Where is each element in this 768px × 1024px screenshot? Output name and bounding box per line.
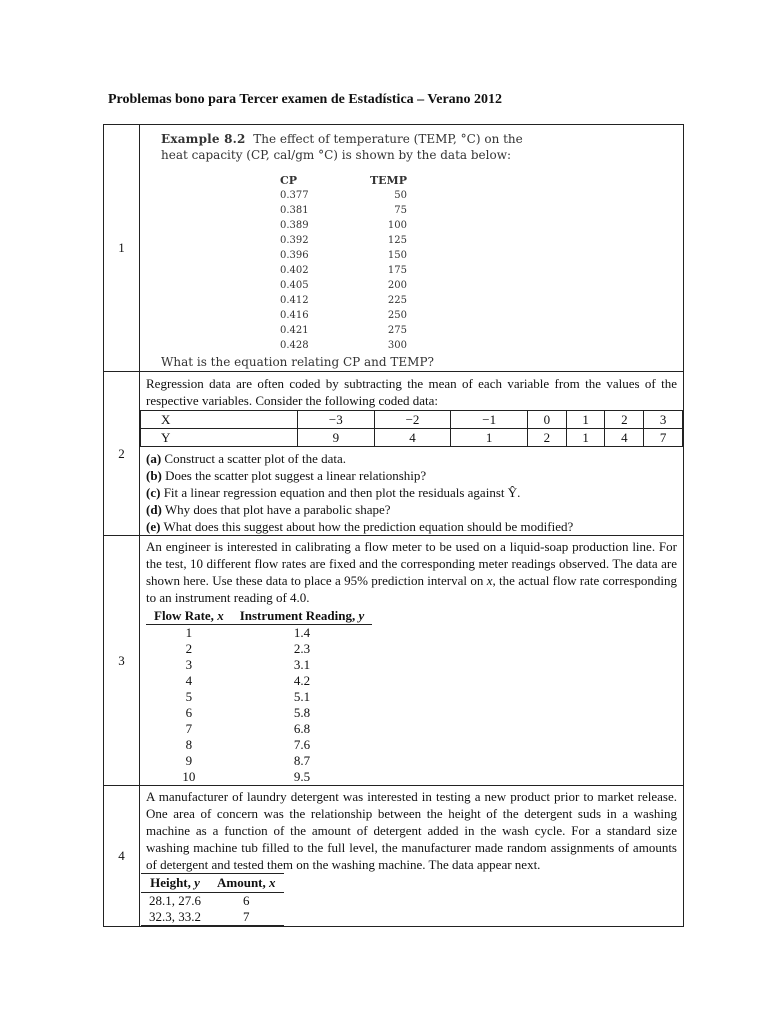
reading-value: 1.4	[293, 625, 311, 640]
example-label: Example 8.2	[161, 132, 246, 146]
flow-rate-value: 4	[185, 673, 193, 688]
y-value: 4	[605, 429, 644, 447]
page-title: Problemas bono para Tercer examen de Estadística – Verano 2012	[108, 92, 502, 107]
reading-value: 5.8	[293, 705, 311, 720]
height-value: 32.3, 33.2	[141, 909, 209, 926]
y-value: 1	[566, 429, 605, 447]
reading-value: 5.1	[293, 689, 311, 704]
problem-number: 2	[104, 372, 140, 536]
problem-number: 1	[104, 125, 140, 372]
problem-body	[140, 786, 684, 927]
y-value: 4	[374, 429, 451, 447]
flow-row	[146, 641, 372, 657]
question-part	[146, 501, 677, 518]
cp-value: 0.428	[280, 340, 309, 351]
x-value: 3	[644, 411, 683, 429]
temp-value: 150	[387, 250, 407, 261]
cp-value: 0.405	[280, 280, 309, 291]
temp-value: 300	[387, 340, 407, 351]
cp-value: 0.416	[280, 310, 309, 321]
cp-value: 0.396	[280, 250, 309, 261]
flow-row	[146, 769, 372, 785]
flow-rate-value: 8	[185, 737, 193, 752]
coded-data-table	[140, 410, 683, 447]
problem-3-intro	[140, 536, 683, 608]
x-value: 2	[605, 411, 644, 429]
x-value: −3	[297, 411, 374, 429]
y-value: 7	[644, 429, 683, 447]
cp-value: 0.412	[280, 295, 309, 306]
example-intro	[161, 131, 683, 163]
x-label: X	[141, 411, 298, 429]
problem-number: 4	[104, 786, 140, 927]
temp-value: 50	[394, 190, 407, 201]
question-part	[146, 450, 677, 467]
problem-4-intro: A manufacturer of laundry detergent was interested in testing a new product prior to market release. One area of concern was the relationship between the height of the detergent suds in a washing machine as a function of the amount of detergent added in the wash cycle. For a standard size washing machine tub filled to the full level, the manufacturer made random assignments of amounts of detergent and tested them on the washing machine. The data appear next.	[146, 789, 677, 872]
problem-number: 3	[104, 536, 140, 786]
problem-body	[140, 372, 684, 536]
flow-rate-value: 6	[185, 705, 193, 720]
temp-value: 200	[387, 280, 407, 291]
flow-rate-value: 10	[182, 769, 196, 784]
y-row	[141, 429, 683, 447]
flow-rate-table	[146, 608, 372, 785]
flow-row	[146, 673, 372, 689]
height-header: Height, y	[141, 874, 209, 893]
part-tag: (d)	[146, 502, 162, 517]
flow-row	[146, 737, 372, 753]
problem-row-4	[104, 786, 684, 927]
problem-3-text: An engineer is interested in calibrating a flow meter to be used on a liquid-soap production line. For the test, 10 different flow rates are fixed and the corresponding meter readings observed. The data are shown here. Use these data to place a 95% prediction interval on x, the actual flow rate corresponding to an instrument reading of 4.0.	[146, 539, 677, 605]
flow-rate-value: 2	[185, 641, 193, 656]
part-text: Construct a scatter plot of the data.	[161, 451, 347, 466]
flow-rate-value: 7	[185, 721, 193, 736]
flow-rate-value: 5	[185, 689, 193, 704]
question-part	[146, 484, 677, 501]
amount-value: 7	[209, 909, 284, 926]
part-tag: (c)	[146, 485, 161, 500]
cp-value: 0.402	[280, 265, 309, 276]
cp-value: 0.421	[280, 325, 309, 336]
temp-value: 225	[387, 295, 407, 306]
reading-value: 8.7	[293, 753, 311, 768]
flow-rate-value: 9	[185, 753, 193, 768]
height-value: 28.1, 27.6	[149, 893, 201, 908]
flow-row	[146, 625, 372, 642]
x-value: −1	[451, 411, 528, 429]
temp-value: 100	[387, 220, 407, 231]
amount-header: Amount, x	[209, 874, 284, 893]
cp-value: 0.389	[280, 220, 309, 231]
example-scan	[140, 125, 683, 371]
y-value: 2	[528, 429, 567, 447]
problem-2-parts	[140, 447, 683, 535]
x-value: 0	[528, 411, 567, 429]
example-question: What is the equation relating CP and TEMP?	[161, 355, 434, 369]
part-text: Does the scatter plot suggest a linear relationship?	[161, 468, 427, 483]
detergent-table	[141, 873, 284, 926]
reading-value: 9.5	[293, 769, 311, 784]
y-value: 1	[451, 429, 528, 447]
temp-column	[365, 173, 407, 353]
problem-row-1	[104, 125, 684, 372]
problem-body	[140, 125, 684, 372]
y-label: Y	[141, 429, 298, 447]
reading-value: 7.6	[293, 737, 311, 752]
temp-value: 250	[387, 310, 407, 321]
cp-value: 0.381	[280, 205, 309, 216]
cp-value: 0.377	[280, 190, 309, 201]
part-tag: (e)	[146, 519, 161, 534]
part-tag: (a)	[146, 451, 162, 466]
problems-table	[103, 124, 684, 927]
x-value: −2	[374, 411, 451, 429]
problem-row-2	[104, 372, 684, 536]
flow-row	[146, 721, 372, 737]
x-row	[141, 411, 683, 429]
x-value: 1	[566, 411, 605, 429]
flow-rate-value: 3	[185, 657, 193, 672]
problem-2-intro: Regression data are often coded by subtracting the mean of each variable from the values of the respective variables. Consider the following coded data:	[146, 376, 677, 408]
flow-row	[146, 753, 372, 769]
cp-value: 0.392	[280, 235, 309, 246]
temp-value: 75	[394, 205, 407, 216]
part-text: Fit a linear regression equation and then plot the residuals against Ŷ.	[160, 485, 521, 500]
flow-rate-header: Flow Rate, x	[146, 608, 232, 625]
temp-header: TEMP	[369, 174, 407, 187]
y-value: 9	[297, 429, 374, 447]
reading-value: 3.1	[293, 657, 311, 672]
flow-row	[146, 689, 372, 705]
intro-line-1: The effect of temperature (TEMP, °C) on the	[253, 132, 523, 146]
part-tag: (b)	[146, 468, 162, 483]
instrument-reading-header: Instrument Reading, y	[232, 608, 373, 625]
detergent-header-row	[141, 874, 284, 893]
flow-row	[146, 657, 372, 673]
reading-value: 2.3	[293, 641, 311, 656]
detergent-row	[141, 893, 284, 910]
problem-row-3	[104, 536, 684, 786]
flow-row	[146, 705, 372, 721]
intro-line-2: heat capacity (CP, cal/gm °C) is shown by the data below:	[161, 148, 512, 162]
amount-value: 6	[243, 893, 250, 908]
detergent-row	[141, 909, 284, 926]
question-part	[146, 467, 677, 484]
part-text: Why does that plot have a parabolic shape?	[161, 502, 391, 517]
temp-value: 275	[387, 325, 407, 336]
part-text: What does this suggest about how the prediction equation should be modified?	[160, 519, 574, 534]
cp-header: CP	[280, 174, 298, 187]
flow-header-row	[146, 608, 372, 625]
reading-value: 6.8	[293, 721, 311, 736]
flow-rate-value: 1	[185, 625, 193, 640]
question-part	[146, 518, 677, 535]
reading-value: 4.2	[293, 673, 311, 688]
problem-body	[140, 536, 684, 786]
temp-value: 125	[387, 235, 407, 246]
temp-value: 175	[387, 265, 407, 276]
cp-column	[280, 173, 340, 353]
